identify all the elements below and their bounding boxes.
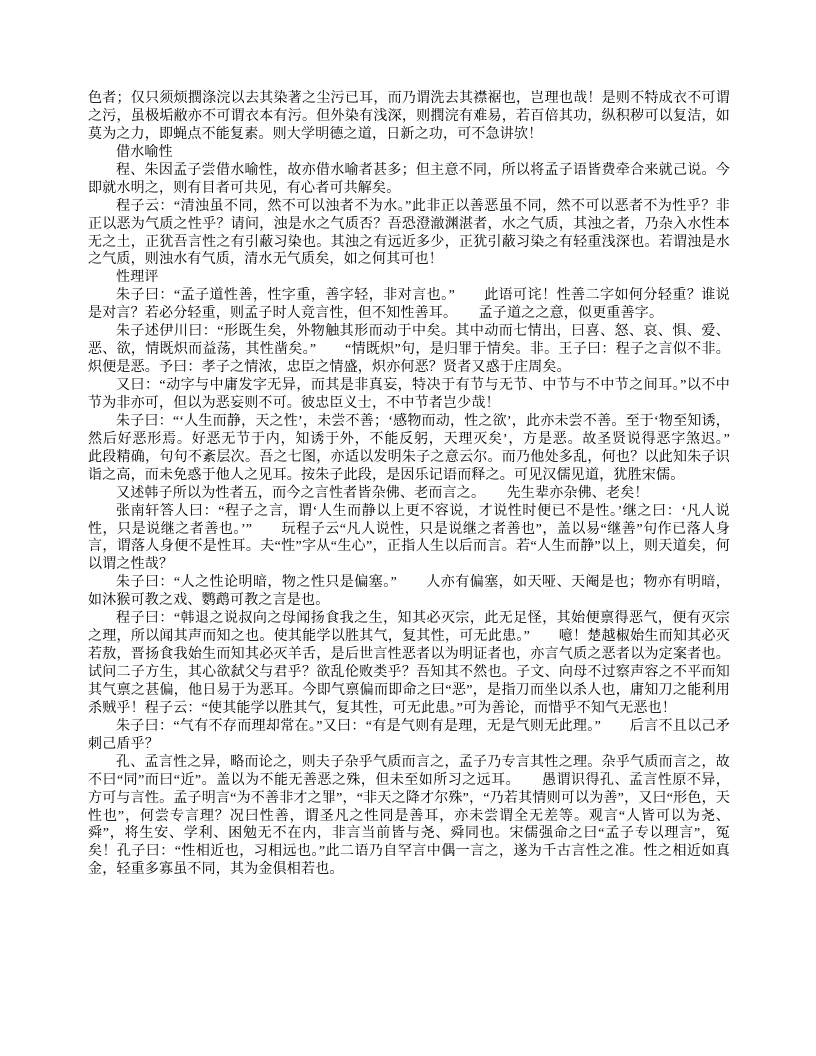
paragraph: 朱子曰：“人之性论明暗，物之性只是偏塞。” 人亦有偏塞，如天哑、天阉是也；物亦有明暗，如沐猴可教之戏、鹦鹉可教之言是也。	[88, 575, 730, 609]
paragraph: 朱子曰：“气有不存而理却常在。”又曰：“有是气则有是理，无是气则无此理。” 后言不且以己矛刺己盾乎？	[88, 718, 730, 752]
section-heading: 借水喻性	[116, 144, 173, 160]
paragraph: 又述韩子所以为性者五，而今之言性者皆杂佛、老而言之。 先生辈亦杂佛、老矣！	[116, 485, 649, 501]
continuation-paragraph: 色者；仅只须烦撋涤浣以去其染著之尘污已耳，而乃谓洗去其襟裾也，岂理也哉！是则不特成衣不可谓之污，虽极垢敝亦不可谓衣本有污。但外染有浅深，则撋浣有难易，若百倍其功，纵积秽可以复洁，如莫为之力，即蝇点不能复素。则大学明德之道，日新之功，可不急讲欤！	[88, 91, 730, 142]
section-heading: 性理评	[116, 270, 159, 286]
paragraph: 朱子述伊川曰：“形既生矣，外物触其形而动于中矣。其中动而七情出，曰喜、怒、哀、惧、爱、恶、欲，情既炽而益荡，其性凿矣。” “情既炽”句，是归罪于情矣。非。王子曰：程子之言似不非。炽便是恶。予曰：孝子之情浓，忠臣之情盛，炽亦何恶？贤者又惑于庄周矣。	[88, 324, 730, 376]
paragraph: 朱子曰：“孟子道性善，性字重，善字轻，非对言也。” 此语可诧！性善二字如何分轻重？谁说是对言？若必分轻重，则孟子时人竞言性，但不知性善耳。 孟子道之之意，似更重善字。	[88, 288, 730, 322]
paragraph: 程、朱因孟子尝借水喻性，故亦借水喻者甚多；但主意不同，所以将孟子语皆费牵合来就己说。今即就水明之，则有目者可共见，有心者可共解矣。	[88, 162, 730, 196]
paragraph: 程子曰：“韩退之说叔向之母闻扬食我之生，知其必灭宗，此无足怪，其始便禀得恶气，便有灭宗之理，所以闻其声而知之也。使其能学以胜其气，复其性，可无此患。” 噫！楚越椒始生而知其必灭若敖，晋扬食我始生而知其必灭羊舌，是后世言性恶者以为明证者也，亦言气质之恶者以为定案者也。试问二子方生，其心欲弑父与君乎？欲乱伦败类乎？吾知其不然也。子文、向母不过察声容之不平而知其气禀之甚偏，他日易于为恶耳。今即气禀偏而即命之曰“恶”，是指刀而坐以杀人也，庸知刀之能利用杀贼乎！程子云：“使其能学以胜其气，复其性，可无此患。”可为善论，而惜乎不知气无恶也！	[88, 611, 730, 716]
paragraph: 孔、孟言性之异，略而论之，则夫子杂乎气质而言之，孟子乃专言其性之理。杂乎气质而言之，故不曰“同”而曰“近”。盖以为不能无善恶之殊，但未至如所习之远耳。 愚谓识得孔、孟言性原不异，方可与言性。孟子明言“为不善非才之罪”，“非天之降才尔殊”，“乃若其情则可以为善”，又曰“形色，天性也”，何尝专言理？况曰性善，谓圣凡之性同是善耳，亦未尝谓全无差等。观言“人皆可以为尧、舜”，将生安、学利、困勉无不在内，非言当前皆与尧、舜同也。宋儒强命之曰“孟子专以理言”，冤矣！孔子曰：“性相近也，习相远也。”此二语乃自罕言中偶一言之，遂为千古言性之准。性之相近如真金，轻重多寡虽不同，其为金俱相若也。	[88, 754, 730, 878]
document-text-block	[88, 90, 759, 879]
paragraph: 张南轩答人曰：“程子之言，谓‘人生而静以上更不容说，才说性时便已不是性。’继之曰：‘凡人说性，只是说继之者善也。’” 玩程子云“凡人说性，只是说继之者善也”，盖以易“继善”句作已落人身言，谓落人身便不是性耳。夫“性”字从“生心”，正指人生以后而言。若“人生而静”以上，则天道矣，何以谓之性哉？	[88, 503, 730, 573]
paragraph: 程子云：“清浊虽不同，然不可以浊者不为水。”此非正以善恶虽不同，然不可以恶者不为性乎？非正以恶为气质之性乎？请问，浊是水之气质否？吾恐澄澈渊湛者，水之气质，其浊之者，乃杂入水性本无之土，正犹吾言性之有引蔽习染也。其浊之有远近多少，正犹引蔽习染之有轻重浅深也。若谓浊是水之气质，则浊水有气质，清水无气质矣，如之何其可也！	[88, 198, 730, 268]
paragraph: 朱子曰：“‘人生而静，天之性’，未尝不善；‘感物而动，性之欲’，此亦未尝不善。至于‘物至知诱，然后好恶形焉。好恶无节于内，知诱于外，不能反躬，天理灭矣’，方是恶。故圣贤说得恶字煞迟。” 此段精确，句句不紊层次。吾之七图，亦适以发明朱子之意云尔。而乃他处多乱，何也？以此知朱子识诣之高，而未免惑于他人之见耳。按朱子此段，是因乐记语而释之。可见汉儒见道，犹胜宋儒。	[88, 413, 759, 483]
paragraph: 又曰：“动字与中庸发字无异，而其是非真妄，特决于有节与无节、中节与不中节之间耳。”以不中节为非亦可，但以为恶妄则不可。彼忠臣义士，不中节者岂少哉！	[88, 378, 730, 411]
